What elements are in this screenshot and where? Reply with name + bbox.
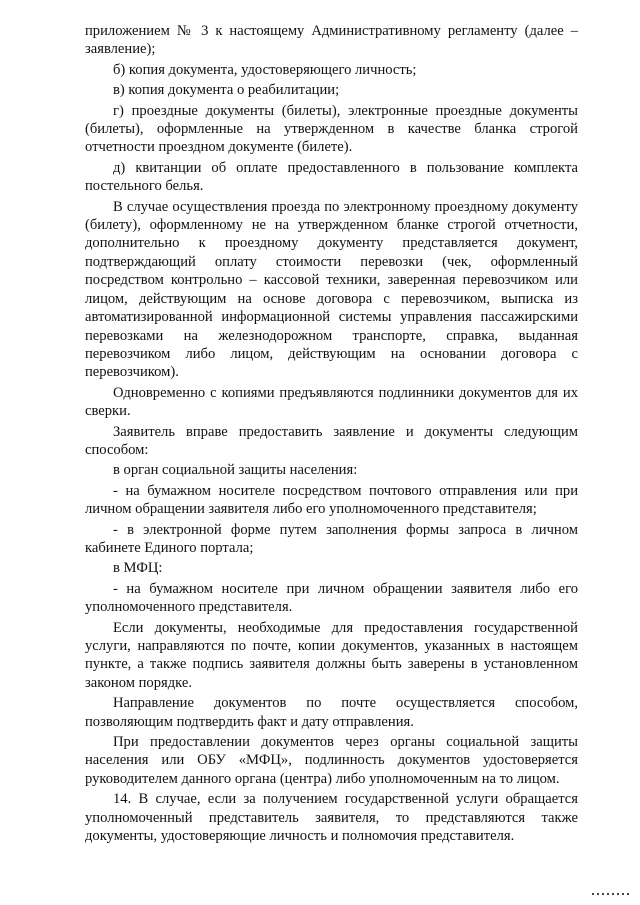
paragraph-continuation: приложением № 3 к настоящему Административному регламенту (далее – заявление); — [85, 23, 578, 58]
paragraph-paper-mail: - на бумажном носителе посредством почтового отправления или при личном обращении заявителя либо его уполномоченного представителя; — [85, 482, 578, 518]
paragraph-social-authority: в орган социальной защиты населения: — [113, 462, 358, 479]
paragraph-mail-certification: Если документы, необходимые для предоставления государственной услуги, направляются по почте, копии документов, указанных в настоящем пункте, а также подпись заявителя должны быть заверены в установленном законом порядке. — [85, 619, 578, 691]
list-item-d: д) квитанции об оплате предоставленного в пользование комплекта постельного белья. — [85, 159, 578, 195]
paragraph-mfc: в МФЦ: — [113, 560, 163, 577]
paragraph-originals: Одновременно с копиями предъявляются подлинники документов для их сверки. — [85, 384, 578, 420]
paragraph-submission-methods: Заявитель вправе предоставить заявление и документы следующим способом: — [85, 423, 578, 458]
paragraph-electronic-ticket: В случае осуществления проезда по электронному проездному документу (билету), оформленному не на утвержденном бланке строгой отчетности, дополнительно к проездному документу представляется документ, подтверждающий оплату стоимости перевозки (чек, оформленный посредством контрольно – кассовой техники, заверенная перевозчиком или лицом, действующим на основе договора с перевозчиком, выписка из автоматизированной информационной системы управления пассажирскими перевозками на железнодорожном транспорте, справка, выданная перевозчиком либо лицом, действующим на основании договора с перевозчиком). — [85, 198, 578, 381]
list-item-g: г) проездные документы (билеты), электронные проездные документы (билеты), оформленные на утвержденном в качестве бланка строгой отчетности проездном документе (билете). — [85, 102, 578, 156]
paragraph-mfc-paper: - на бумажном носителе при личном обращении заявителя либо его уполномоченного представителя. — [85, 580, 578, 616]
paragraph-14-representative: 14. В случае, если за получением государственной услуги обращается уполномоченный представитель заявителя, то представляются также документы, удостоверяющие личность и полномочия представителя. — [85, 791, 578, 845]
scan-artifact — [592, 893, 632, 895]
paragraph-authenticity: При предоставлении документов через органы социальной защиты населения или ОБУ «МФЦ», подлинность документов удостоверяется руководителем данного органа (центра) либо уполномоченным на то лицом. — [85, 734, 578, 787]
paragraph-mail-method: Направление документов по почте осуществляется способом, позволяющим подтвердить факт и дату отправления. — [85, 695, 578, 730]
list-item-b: б) копия документа, удостоверяющего личность; — [113, 61, 417, 78]
document-page — [85, 22, 578, 847]
paragraph-electronic-form: - в электронной форме путем заполнения формы запроса в личном кабинете Единого портала; — [85, 521, 578, 556]
list-item-v: в) копия документа о реабилитации; — [113, 82, 340, 99]
